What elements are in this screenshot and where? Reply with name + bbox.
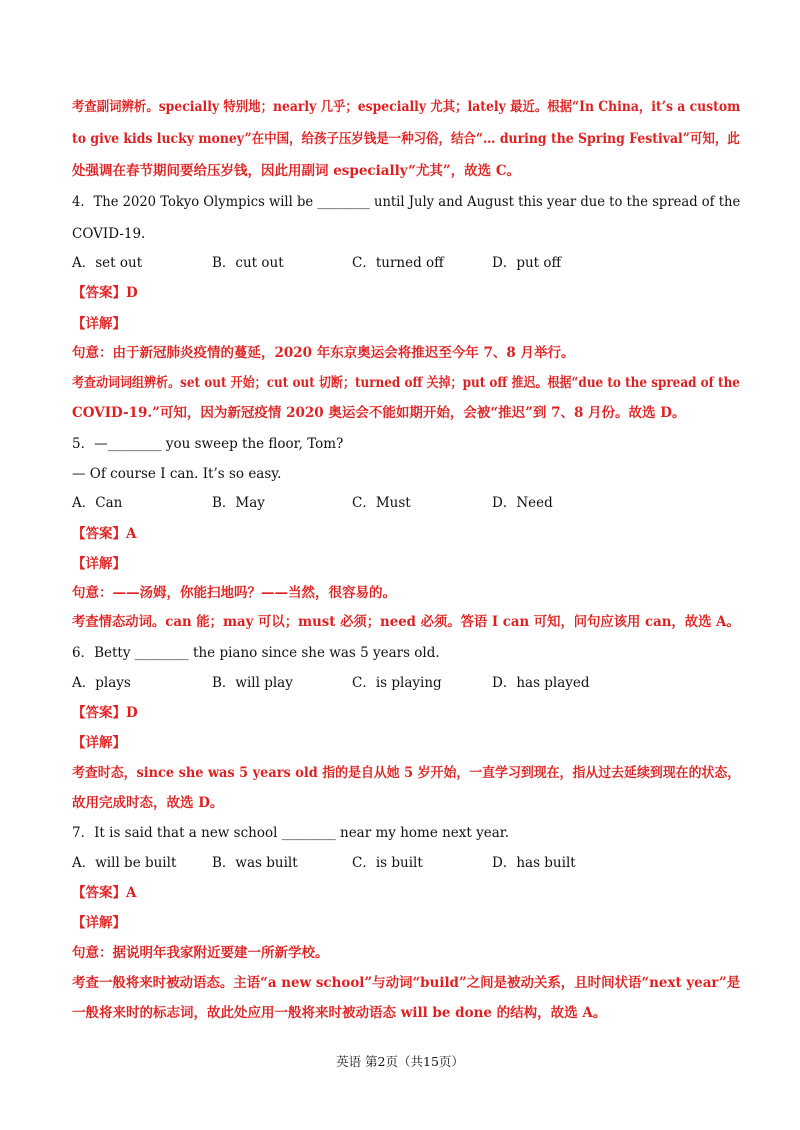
answer-label: 【答案】D [72, 705, 138, 721]
question-stem: 4．The 2020 Tokyo Olympics will be ________ until July and August this year due to the spread of the [72, 194, 741, 210]
page-footer: 英语 第2页（共15页） [336, 1054, 464, 1069]
explanation-line: 考查情态动词。can 能；may 可以；must 必须；need 必须。答语 I can 可知，问句应该用 can，故选 A。 [72, 614, 740, 630]
option-d: D．Need [492, 495, 553, 511]
question-stem: 5．—________ you sweep the floor, Tom? [72, 436, 344, 452]
option-b: B．cut out [212, 255, 284, 271]
option-d: D．has built [492, 855, 576, 871]
answer-label: 【答案】D [72, 285, 138, 301]
explanation-line: 故用完成时态，故选 D。 [72, 795, 224, 811]
option-c: C．is built [352, 855, 423, 871]
explanation-line: 句意：据说明年我家附近要建一所新学校。 [72, 945, 329, 961]
question-stem: 7．It is said that a new school ________ near my home next year. [72, 825, 510, 841]
explanation-line: 句意：——汤姆，你能扫地吗？——当然，很容易的。 [72, 585, 396, 601]
question-stem: — Of course I can. It’s so easy. [72, 466, 282, 482]
question-stem: COVID-19. [72, 226, 146, 242]
detail-label: 【详解】 [72, 915, 126, 931]
option-d: D．has played [492, 675, 590, 691]
explanation-line: 考查动词词组辨析。set out 开始；cut out 切断；turned off 关掉；put off 推迟。根据“due to the spread of the [72, 375, 740, 391]
option-a: A．set out [72, 255, 143, 271]
option-c: C．is playing [352, 675, 442, 691]
explanation-line: 一般将来时的标志词，故此处应用一般将来时被动语态 will be done 的结构，故选 A。 [72, 1005, 607, 1021]
explanation-line: 处强调在春节期间要给压岁钱，因此用副词 especially“尤其”，故选 C。 [72, 163, 521, 179]
explanation-line: 考查时态，since she was 5 years old 指的是自从她 5 岁开始，一直学习到现在，指从过去延续到现在的状态， [72, 765, 741, 781]
explanation-line: 考查一般将来时被动语态。主语“a new school”与动词“build”之间是被动关系，且时间状语“next year”是 [72, 975, 741, 991]
explanation-line: to give kids lucky money”在中国，给孩子压岁钱是一种习俗，结合“… during the Spring Festival”可知，此 [72, 131, 740, 147]
option-a: A．plays [72, 675, 131, 691]
option-d: D．put off [492, 255, 562, 271]
option-b: B．will play [212, 675, 293, 691]
detail-label: 【详解】 [72, 316, 126, 332]
option-a: A．will be built [72, 855, 177, 871]
answer-label: 【答案】A [72, 526, 137, 542]
option-c: C．Must [352, 495, 411, 511]
option-b: B．May [212, 495, 265, 511]
detail-label: 【详解】 [72, 556, 126, 572]
option-b: B．was built [212, 855, 298, 871]
answer-label: 【答案】A [72, 885, 137, 901]
question-stem: 6．Betty ________ the piano since she was 5 years old. [72, 645, 440, 661]
option-c: C．turned off [352, 255, 444, 271]
option-a: A．Can [72, 495, 123, 511]
explanation-line: 句意：由于新冠肺炎疫情的蔓延，2020 年东京奥运会将推迟至今年 7、8 月举行。 [72, 345, 575, 361]
explanation-line: 考查副词辨析。specially 特别地；nearly 几乎；especially 尤其；lately 最近。根据“In China，it’s a custom [72, 99, 741, 115]
explanation-line: COVID-19.”可知，因为新冠疫情 2020 奥运会不能如期开始，会被“推迟”到 7、8 月份。故选 D。 [72, 405, 686, 421]
detail-label: 【详解】 [72, 735, 126, 751]
